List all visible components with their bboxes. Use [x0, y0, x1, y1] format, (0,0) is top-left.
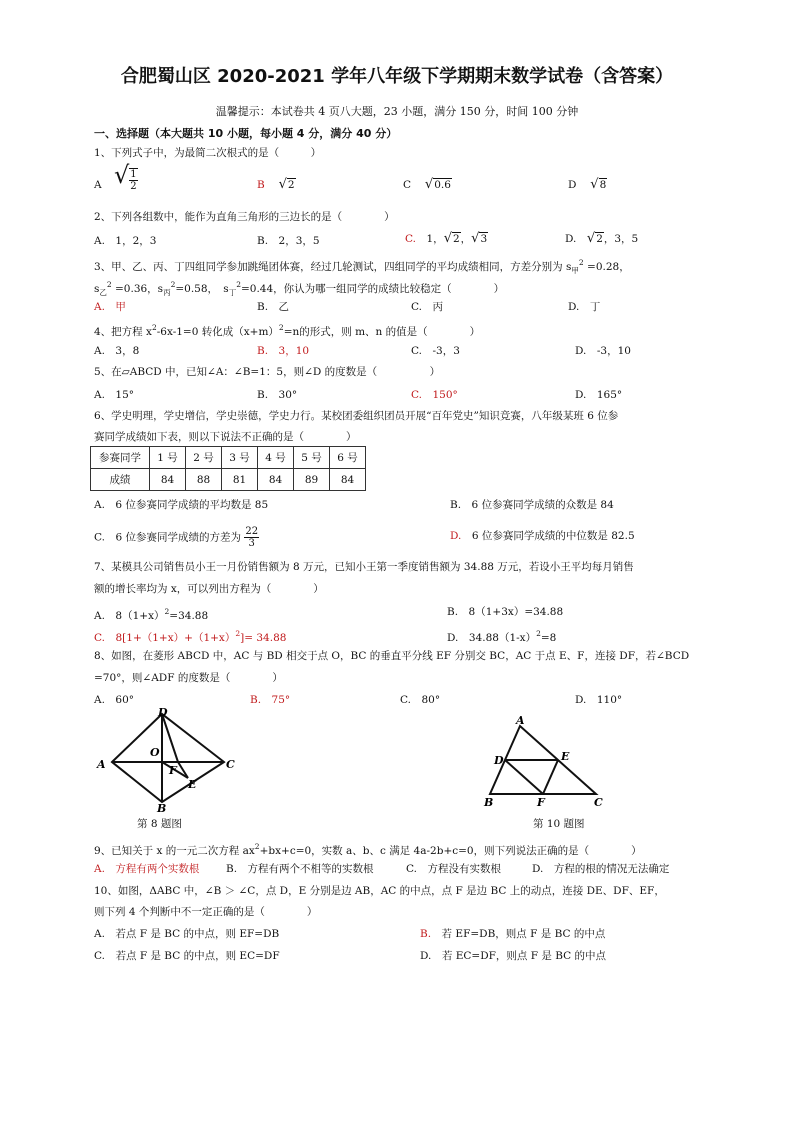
label-e: E	[188, 778, 197, 791]
q2-option-c: C. 1，√2，√3	[405, 231, 488, 246]
table-cell: 81	[222, 469, 258, 491]
q4-option-c: C. -3，3	[411, 345, 460, 357]
q6-option-b: B. 6 位参赛同学成绩的众数是 84	[450, 499, 614, 511]
q6-option-c: C. 6 位参赛同学成绩的方差为 $\frac{22}{3}$	[94, 526, 259, 549]
q10-option-c: C. 若点 F 是 BC 的中点，则 EC=DF	[94, 950, 280, 962]
q7-option-c: C. $8[1+(1+x)+(1+x)^2]= 34.88$	[94, 629, 287, 644]
label-f: F	[169, 764, 177, 777]
q9-option-a: A. 方程有两个实数根	[94, 863, 200, 875]
q5-option-d: D. 165°	[575, 389, 623, 401]
q4-option-d: D. -3，10	[575, 345, 631, 357]
label-o: O	[150, 746, 160, 759]
table-cell: 84	[258, 469, 294, 491]
table-cell: 88	[186, 469, 222, 491]
q2-option-d: D. √2，3，5	[565, 231, 639, 246]
page-title: 合肥蜀山区 2020-2021 学年八年级下学期期末数学试卷（含答案）	[120, 66, 674, 87]
q7-option-d: D. $34.88(1-x)^2=8$	[447, 629, 557, 644]
q5-option-a: A. 15°	[94, 389, 135, 401]
q2-stem: 2、下列各组数中，能作为直角三角形的三边长的是（ ）	[94, 211, 395, 223]
q4-stem: 4、把方程 $x^2-6x-1=0$ 转化成$(x+m)^2=n$的形式，则 m、n 的值是（ ）	[94, 323, 481, 338]
q7-line1: 7、某模具公司销售员小王一月份销售额为 8 万元，已知小王第一季度销售额为 34.88 万元，若设小王平均每月销售	[94, 561, 634, 573]
label-b: B	[484, 796, 494, 809]
q10-option-b: B. 若 EF=DB，则点 F 是 BC 的中点	[420, 928, 606, 940]
rhombus-lines	[112, 714, 224, 802]
q8-option-b: B. 75°	[250, 694, 291, 706]
q3-option-d: D. 丁	[568, 301, 601, 313]
label-d: D	[494, 754, 504, 767]
q9-option-c: C. 方程没有实数根	[406, 863, 501, 875]
table-header-cell: 6 号	[330, 447, 366, 469]
table-cell: 84	[330, 469, 366, 491]
label-f: F	[537, 796, 545, 809]
exam-tip: 温馨提示：本试卷共 4 页八大题，23 小题，满分 150 分，时间 100 分钟	[215, 105, 579, 118]
q4-option-a: A. 3，8	[94, 345, 140, 357]
table-header-cell: 参赛同学	[91, 447, 150, 469]
q10-line2: 则下列 4 个判断中不一定正确的是（ ）	[94, 906, 318, 918]
q1-option-a-expr: √ $\frac{1}{2}$	[114, 161, 137, 192]
score-table	[90, 446, 366, 491]
label-c: C	[594, 796, 603, 809]
q8-line2: =70°，则∠ADF 的度数是（ ）	[94, 672, 283, 684]
label-e: E	[561, 750, 570, 763]
label-b: B	[157, 802, 167, 815]
q1-option-a: A	[94, 179, 102, 191]
q5-stem: 5、在▱ABCD 中，已知∠A：∠B=1：5，则∠D 的度数是（ ）	[94, 366, 441, 378]
table-cell: 84	[150, 469, 186, 491]
q8-option-c: C. 80°	[400, 694, 441, 706]
table-header-cell: 4 号	[258, 447, 294, 469]
section-heading: 一、选择题（本大题共 10 小题，每小题 4 分，满分 40 分）	[94, 127, 398, 140]
q3-option-b: B. 乙	[257, 301, 290, 313]
figure-8-rhombus	[94, 704, 239, 816]
q10-line1: 10、如图，ΔABC 中，∠B ＞ ∠C，点 D，E 分别是边 AB，AC 的中点，点 F 是边 BC 上的动点，连接 DE、DF、EF，	[94, 885, 665, 897]
q1-option-d: D √8	[568, 177, 607, 192]
q9-option-d: D. 方程的根的情况无法确定	[532, 863, 670, 875]
q1-option-c: C √0.6	[403, 177, 451, 192]
q3-option-c: C. 丙	[411, 301, 443, 313]
q1-stem: 1、下列式子中，为最简二次根式的是（ ）	[94, 147, 322, 159]
table-header-row	[91, 447, 366, 469]
table-header-cell: 5 号	[294, 447, 330, 469]
figure-8-caption: 第 8 题图	[137, 818, 182, 830]
q10-option-d: D. 若 EC=DF，则点 F 是 BC 的中点	[420, 950, 607, 962]
label-a: A	[97, 758, 106, 771]
q2-option-a: A. 1，2，3	[94, 235, 157, 247]
q8-option-a: A. 60°	[94, 694, 135, 706]
q3-line2: $s_乙^2 =0.36$，$s_丙^2=0.58$， $s_丁^2=0.44$，你认为哪一组同学的成绩比较稳定（ ）	[94, 280, 505, 297]
q3-option-a: A. 甲	[94, 301, 126, 313]
q4-option-b: B. 3，10	[257, 345, 310, 357]
table-cell: 89	[294, 469, 330, 491]
q9-option-b: B. 方程有两个不相等的实数根	[226, 863, 374, 875]
q6-option-d: D. 6 位参赛同学成绩的中位数是 82.5	[450, 530, 635, 542]
label-c: C	[226, 758, 235, 771]
q10-option-a: A. 若点 F 是 BC 的中点，则 EF=DB	[94, 928, 280, 940]
q2-option-b: B. 2，3，5	[257, 235, 320, 247]
q6-option-a: A. 6 位参赛同学成绩的平均数是 85	[94, 499, 269, 511]
q3-line1: 3、甲、乙、丙、丁四组同学参加跳绳团体赛，经过几轮测试，四组同学的平均成绩相同，方差分别为 $s_甲^2 =0.28$，	[94, 258, 630, 275]
figure-10-caption: 第 10 题图	[533, 818, 585, 830]
triangle-lines	[490, 726, 596, 794]
q6-line2: 赛同学成绩如下表，则以下说法不正确的是（ ）	[94, 431, 357, 443]
table-header-cell: 2 号	[186, 447, 222, 469]
label-d: D	[158, 706, 168, 719]
q9-stem: 9、已知关于 x 的一元二次方程 $ax^2+bx+c=0$，实数 a、b、c 满足 4a-2b+c=0，则下列说法正确的是（ ）	[94, 842, 642, 857]
q1-option-b: B √2	[257, 177, 295, 192]
q5-option-c: C. 150°	[411, 389, 458, 401]
q8-line1: 8、如图，在菱形 ABCD 中，AC 与 BD 相交于点 O，BC 的垂直平分线 EF 分别交 BC，AC 于点 E、F，连接 DF，若∠BCD	[94, 650, 690, 662]
q7-line2: 额的增长率均为 x，可以列出方程为（ ）	[94, 583, 324, 595]
q6-line1: 6、学史明理，学史增信，学史崇德，学史力行。某校团委组织团员开展“百年党史”知识竞赛，八年级某班 6 位参	[94, 410, 619, 422]
table-row-label: 成绩	[91, 469, 150, 491]
table-header-cell: 3 号	[222, 447, 258, 469]
q5-option-b: B. 30°	[257, 389, 298, 401]
table-row	[91, 469, 366, 491]
q7-option-b: B. 8（1+3x）=34.88	[447, 606, 564, 618]
table-header-cell: 1 号	[150, 447, 186, 469]
q8-option-d: D. 110°	[575, 694, 623, 706]
figure-10-triangle	[478, 712, 608, 812]
q7-option-a: A. $8(1+x)^2=34.88$	[94, 607, 209, 622]
label-a: A	[516, 714, 525, 727]
